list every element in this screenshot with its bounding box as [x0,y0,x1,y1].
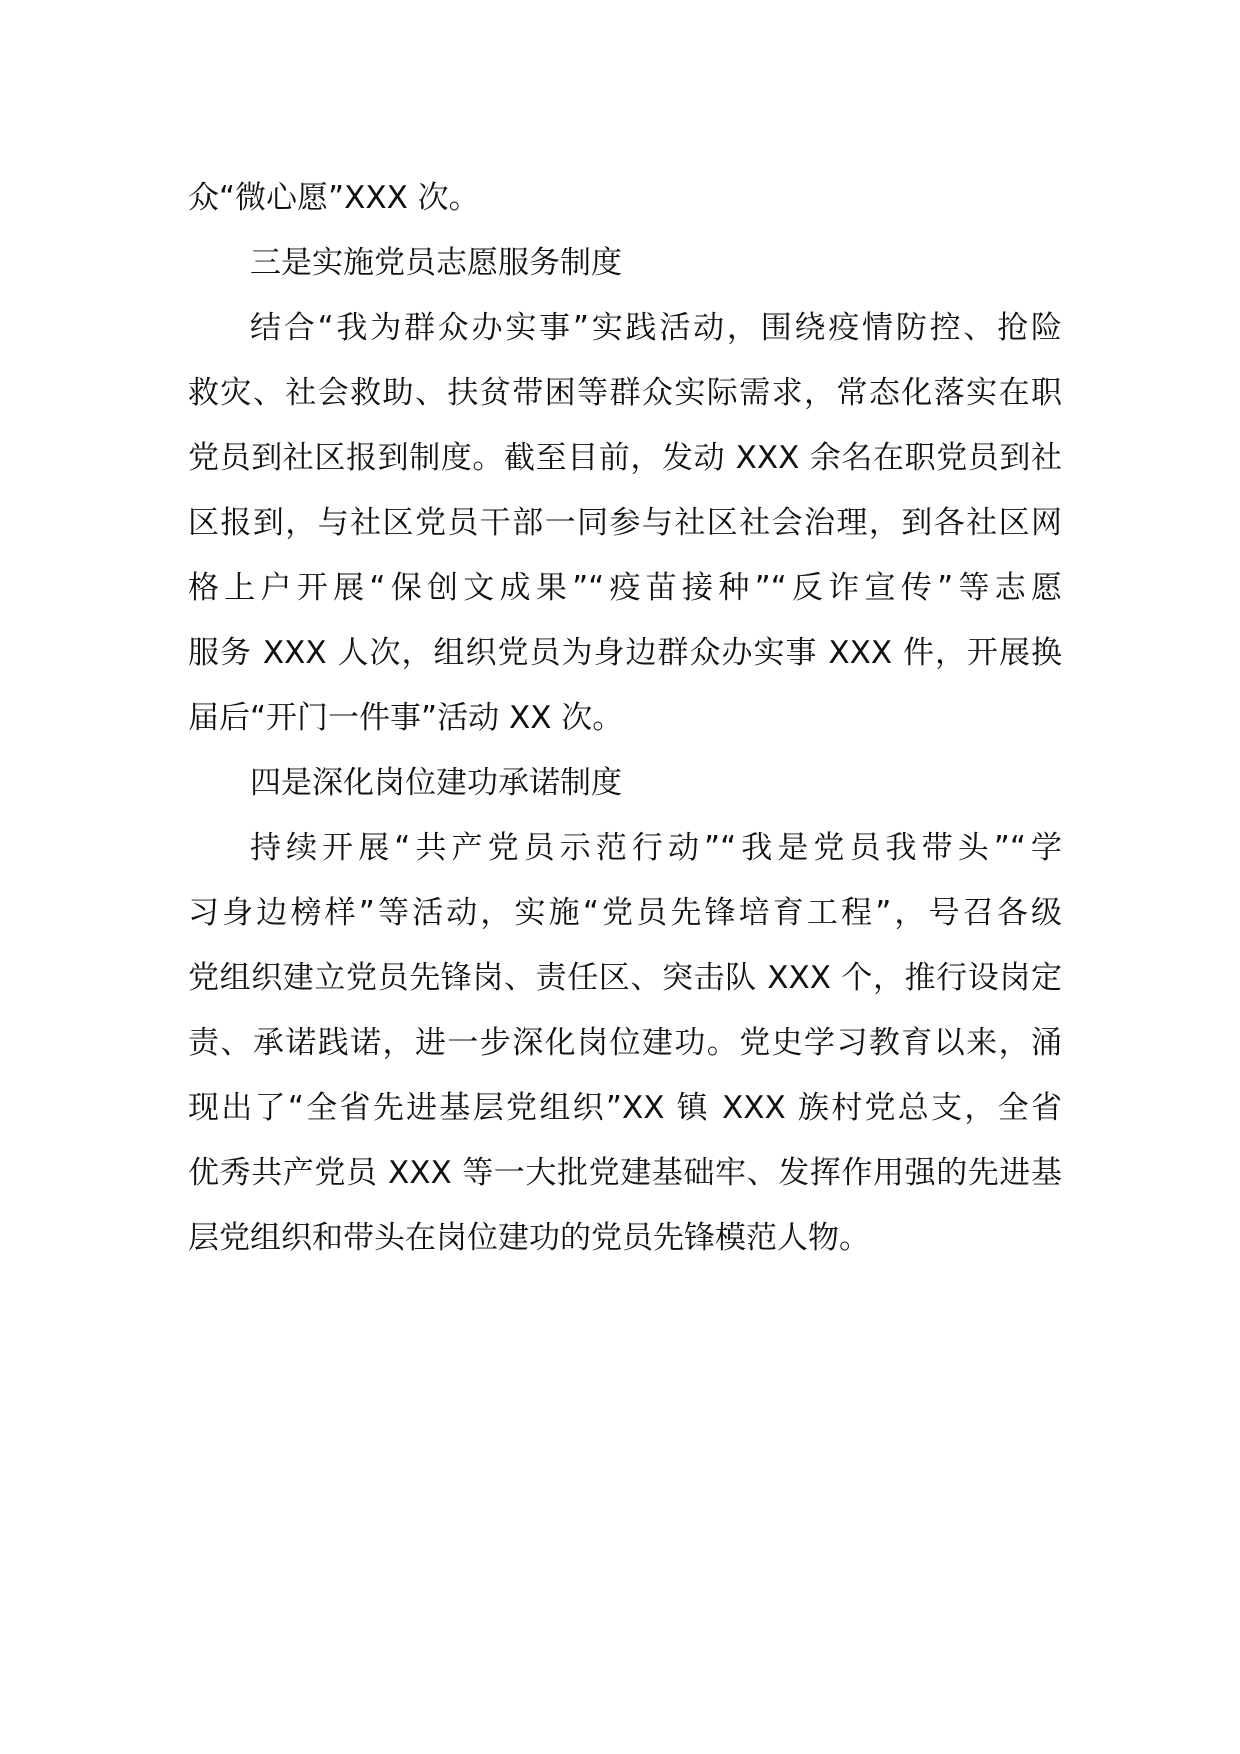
paragraph-line: 区报到，与社区党员干部一同参与社区社会治理，到各社区网 [188,505,1062,541]
paragraph-line: 优秀共产党员 XXX 等一大批党建基础牢、发挥作用强的先进基 [188,1155,1062,1191]
section-heading: 四是深化岗位建功承诺制度 [250,765,622,801]
paragraph-line: 救灾、社会救助、扶贫带困等群众实际需求，常态化落实在职 [188,375,1062,411]
paragraph-line: 结合“我为群众办实事”实践活动，围绕疫情防控、抢险 [250,310,1062,346]
paragraph-line: 服务 XXX 人次，组织党员为身边群众办实事 XXX 件，开展换 [188,635,1062,671]
paragraph-line: 届后“开门一件事”活动 XX 次。 [188,700,624,736]
paragraph-line: 习身边榜样”等活动，实施“党员先锋培育工程”，号召各级 [188,895,1062,931]
paragraph-line: 党员到社区报到制度。截至目前，发动 XXX 余名在职党员到社 [188,440,1062,476]
paragraph-line: 层党组织和带头在岗位建功的党员先锋模范人物。 [188,1220,870,1256]
paragraph-line: 格上户开展“保创文成果”“疫苗接种”“反诈宣传”等志愿 [188,570,1062,606]
section-heading: 三是实施党员志愿服务制度 [250,245,622,281]
paragraph-line: 党组织建立党员先锋岗、责任区、突击队 XXX 个，推行设岗定 [188,960,1062,996]
paragraph-line: 持续开展“共产党员示范行动”“我是党员我带头”“学 [250,830,1062,866]
paragraph-line: 责、承诺践诺，进一步深化岗位建功。党史学习教育以来，涌 [188,1025,1062,1061]
paragraph-line: 现出了“全省先进基层党组织”XX 镇 XXX 族村党总支，全省 [188,1090,1062,1126]
paragraph-line: 众“微心愿”XXX 次。 [188,180,480,216]
document-body [188,166,1062,1271]
